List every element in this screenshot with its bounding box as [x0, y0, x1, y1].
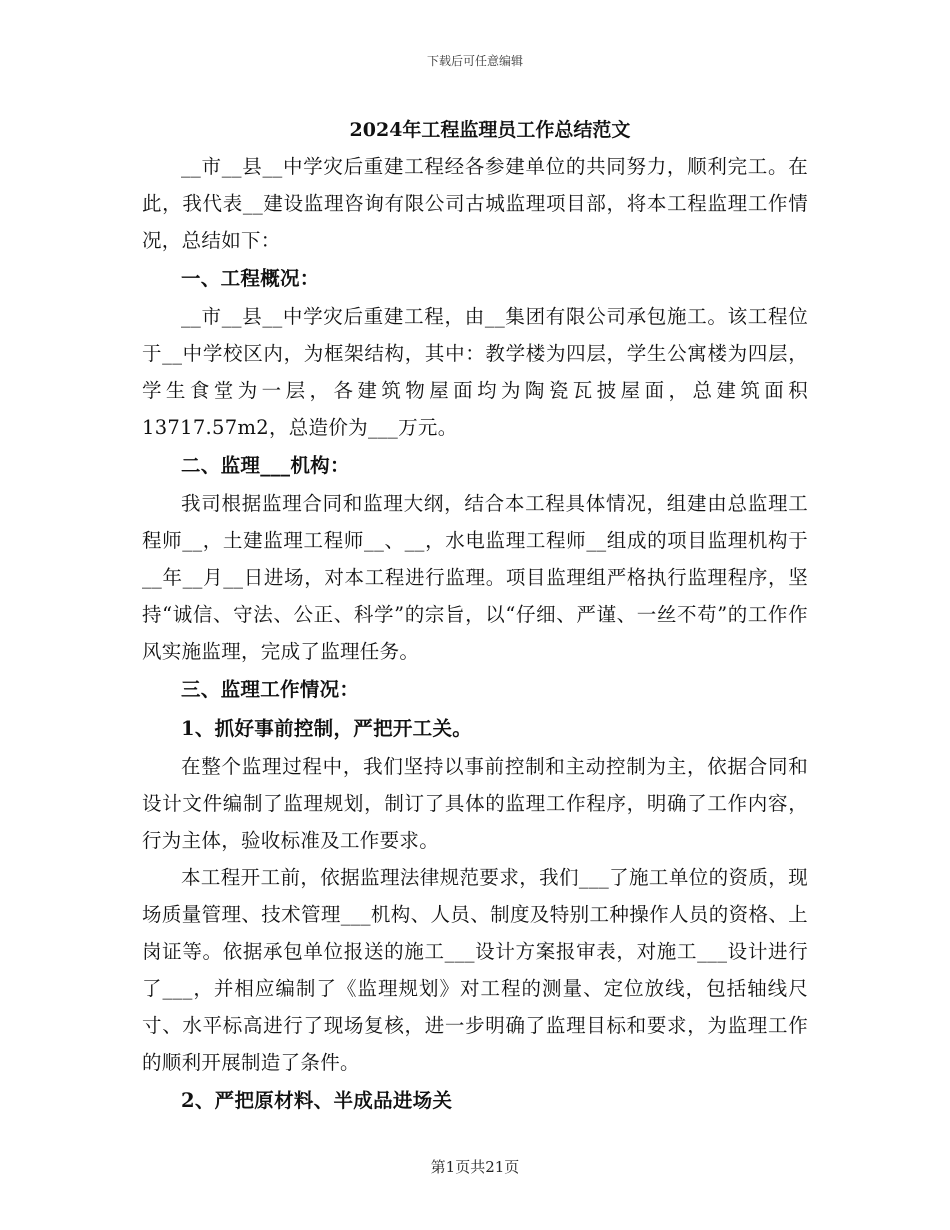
organization-paragraph: 我司根据监理合同和监理大纲，结合本工程具体情况，组建由总监理工程师__，土建监理工程师__、__，水电监理工程师__组成的项目监理机构于__年__月__日进场，对本工程进行监理。项目监理组严格执行监理程序，坚持“诚信、守法、公正、科学”的宗旨，以“仔细、严谨、一丝不苟”的工作作风实施监理，完成了监理任务。: [142, 492, 808, 663]
subsection-heading-materials: 2、严把原材料、半成品进场关: [181, 1089, 453, 1112]
document-body: [142, 112, 808, 1120]
intro-paragraph: __市__县__中学灾后重建工程经各参建单位的共同努力，顺利完工。在此，我代表__建设监理咨询有限公司古城监理项目部，将本工程监理工作情况，总结如下：: [142, 155, 808, 252]
page-header-note: 下载后可任意编辑: [426, 54, 523, 68]
section-heading-organization: 二、监理___机构：: [181, 454, 350, 477]
document-title: 2024年工程监理员工作总结范文: [349, 119, 631, 141]
section-heading-work-status: 三、监理工作情况：: [181, 678, 360, 701]
overview-paragraph: __市__县__中学灾后重建工程，由__集团有限公司承包施工。该工程位于__中学校区内，为框架结构，其中：教学楼为四层，学生公寓楼为四层，学生食堂为一层，各建筑物屋面均为陶瓷瓦披屋面，总建筑面积13717.57m2，总造价为___万元。: [142, 305, 808, 439]
subsection-heading-pre-control: 1、抓好事前控制，严把开工关。: [181, 717, 473, 740]
pre-control-paragraph-1: 在整个监理过程中，我们坚持以事前控制和主动控制为主，依据合同和设计文件编制了监理规划，制订了具体的监理工作程序，明确了工作内容，行为主体，验收标准及工作要求。: [142, 755, 808, 852]
page-number-footer: 第1页共21页: [430, 1158, 520, 1176]
pre-control-paragraph-2: 本工程开工前，依据监理法律规范要求，我们___了施工单位的资质，现场质量管理、技术管理___机构、人员、制度及特别工种操作人员的资格、上岗证等。依据承包单位报送的施工___设计方案报审表，对施工___设计进行了___，并相应编制了《监理规划》对工程的测量、定位放线，包括轴线尺寸、水平标高进行了现场复核，进一步明确了监理目标和要求，为监理工作的顺利开展制造了条件。: [142, 866, 808, 1074]
section-heading-overview: 一、工程概况：: [181, 267, 320, 290]
